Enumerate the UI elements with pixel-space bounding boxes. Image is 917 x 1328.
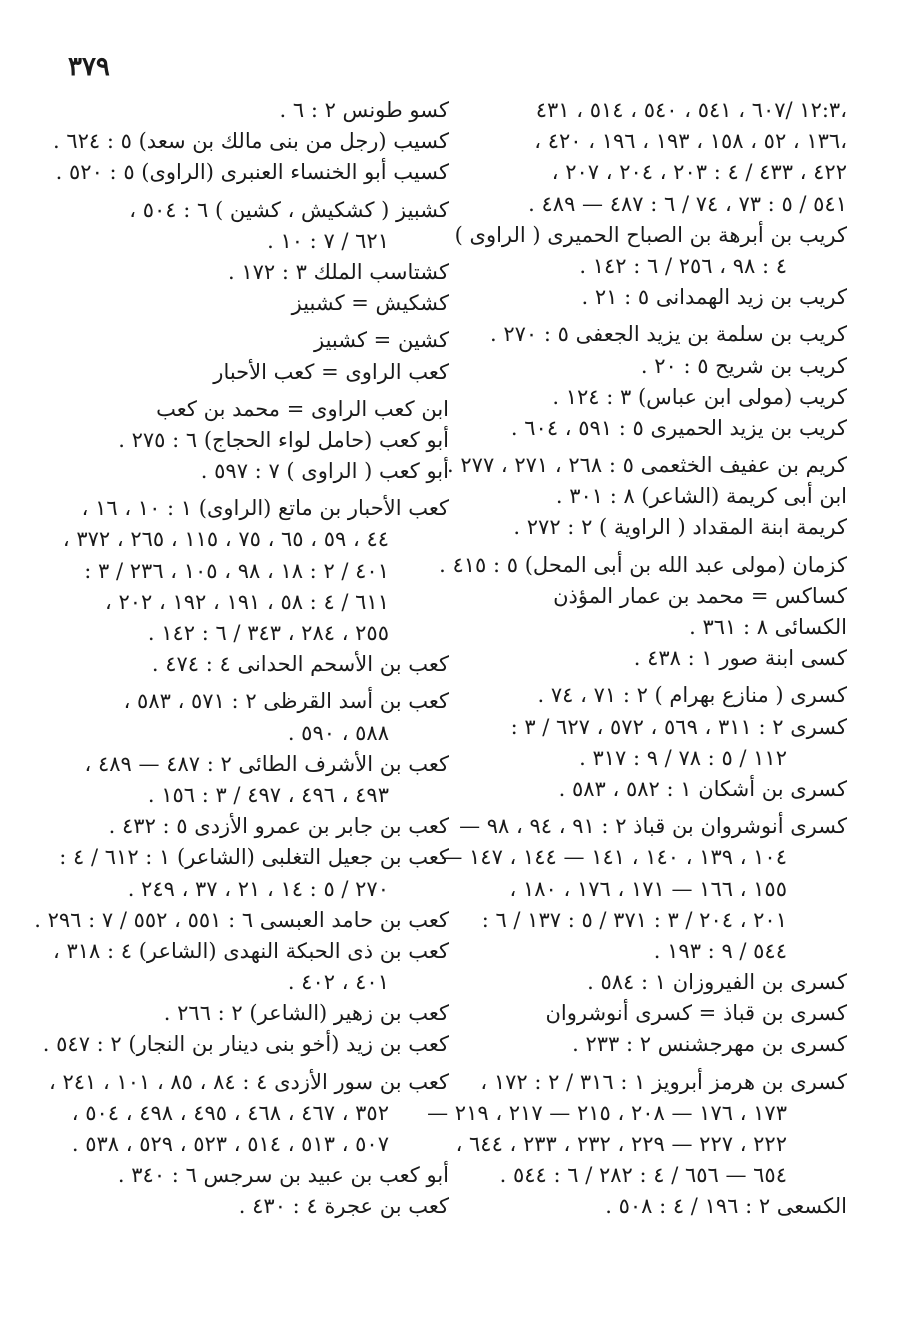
index-entry: ،١٢:٣ /٦٠٧ ، ٥٤١ ، ٥٤٠ ، ٥١٤ ، ٤٣١ bbox=[535, 98, 847, 122]
index-entry: ،١٣٦ ، ٥٢ ، ١٥٨ ، ١٩٣ ، ١٩٦ ، ٤٢٠ ، bbox=[534, 129, 847, 154]
index-entry-continuation: ٣٥٢ ، ٤٦٧ ، ٤٦٨ ، ٤٩٥ ، ٤٩٨ ، ٥٠٤ ، bbox=[71, 1100, 389, 1125]
index-entry-continuation: ١٥٥ ، ١٦٦ — ١٧١ ، ١٧٦ ، ١٨٠ ، bbox=[509, 876, 787, 901]
index-entry: كسرى بن مهرجشنس ٢ : ٢٣٣ . bbox=[572, 1032, 847, 1057]
index-entry: كسرى أنوشروان بن قباذ ٢ : ٩١ ، ٩٤ ، ٩٨ — bbox=[459, 814, 847, 839]
index-entry: كعب بن زيد (أخو بنى دينار بن النجار) ٢ : ٥٤٧ . bbox=[42, 1032, 449, 1057]
index-entry: كعب بن جابر بن عمرو الأزدى ٥ : ٤٣٢ . bbox=[108, 814, 449, 839]
index-entry: كسرى ٢ : ٣١١ ، ٥٦٩ ، ٥٧٢ ، ٦٢٧ / ٣ : bbox=[510, 714, 847, 739]
index-entry-continuation: ١٧٣ ، ١٧٦ — ٢٠٨ ، ٢١٥ — ٢١٧ ، ٢١٩ — bbox=[427, 1100, 787, 1125]
index-entry: كسرى بن الفيروزان ١ : ٥٨٤ . bbox=[587, 970, 847, 995]
index-entry-continuation: ٦١١ / ٤ : ٥٨ ، ١٩١ ، ١٩٢ ، ٢٠٢ ، bbox=[105, 589, 389, 614]
index-column-left bbox=[34, 95, 449, 1223]
index-entry: كريب بن أبرهة بن الصباح الحميرى ( الراوى ) bbox=[454, 222, 847, 247]
index-entry: كسرى بن أشكان ١ : ٥٨٢ ، ٥٨٣ . bbox=[558, 776, 847, 801]
index-entry: كريب بن سلمة بن يزيد الجعفى ٥ : ٢٧٠ . bbox=[490, 322, 847, 347]
index-entry: كريم بن عفيف الخثعمى ٥ : ٢٦٨ ، ٢٧١ ، ٢٧٧ . bbox=[447, 453, 847, 478]
page-number: ٣٧٩ bbox=[68, 52, 110, 82]
index-entry: كريب بن زيد الهمدانى ٥ : ٢١ . bbox=[581, 285, 847, 310]
index-entry: كعب بن زهير (الشاعر) ٢ : ٢٦٦ . bbox=[163, 1001, 449, 1026]
index-entry: كريب (مولى ابن عباس) ٣ : ١٢٤ . bbox=[552, 384, 847, 409]
index-entry: كسيب أبو الخنساء العنبرى (الراوى) ٥ : ٥٢٠ . bbox=[55, 160, 449, 185]
index-column-right bbox=[427, 95, 847, 1223]
index-entry: كعب بن ذى الحبكة النهدى (الشاعر) ٤ : ٣١٨ ، bbox=[53, 938, 449, 963]
index-entry: كريب بن شريح ٥ : ٢٠ . bbox=[640, 353, 847, 378]
index-entry: كعب بن حامد العبسى ٦ : ٥٥١ ، ٥٥٢ / ٧ : ٢٩٦ . bbox=[34, 907, 449, 932]
index-entry: كشتاسب الملك ٣ : ١٧٢ . bbox=[228, 259, 449, 284]
index-entry: كعب بن أسد القرظى ٢ : ٥٧١ ، ٥٨٣ ، bbox=[123, 689, 449, 714]
index-entry: كريب بن يزيد الحميرى ٥ : ٥٩١ ، ٦٠٤ . bbox=[510, 415, 847, 440]
index-entry-continuation: ٢٢٢ ، ٢٢٧ — ٢٢٩ ، ٢٣٢ ، ٢٣٣ ، ٦٤٤ ، bbox=[455, 1132, 787, 1156]
index-entry: ابن كعب الراوى = محمد بن كعب bbox=[156, 396, 449, 421]
index-entry-continuation: ٤٩٣ ، ٤٩٦ ، ٤٩٧ / ٣ : ١٥٦ . bbox=[147, 782, 389, 807]
index-entry: كعب بن الأشرف الطائى ٢ : ٤٨٧ — ٤٨٩ ، bbox=[84, 751, 449, 776]
index-entry-continuation: ٤٠١ / ٢ : ١٨ ، ٩٨ ، ١٠٥ ، ٢٣٦ / ٣ : bbox=[84, 558, 389, 583]
index-entry: كعب الراوى = كعب الأحبار bbox=[213, 359, 449, 384]
index-entry-continuation: ٥٨٨ ، ٥٩٠ . bbox=[287, 720, 389, 745]
index-entry: كريمة ابنة المقداد ( الراوية ) ٢ : ٢٧٢ . bbox=[513, 515, 847, 540]
index-entry-continuation: ٥٠٧ ، ٥١٣ ، ٥١٤ ، ٥٢٣ ، ٥٢٩ ، ٥٣٨ . bbox=[71, 1132, 389, 1156]
index-entry: كعب بن عجرة ٤ : ٤٣٠ . bbox=[238, 1194, 449, 1219]
index-entry-continuation: ٤٤ ، ٥٩ ، ٦٥ ، ٧٥ ، ١١٥ ، ٢٦٥ ، ٣٧٢ ، bbox=[62, 527, 389, 552]
index-entry: كسو طونس ٢ : ٦ . bbox=[279, 98, 449, 122]
index-entry: كسرى بن قباذ = كسرى أنوشروان bbox=[545, 1001, 847, 1026]
index-entry: كعب الأحبار بن ماتع (الراوى) ١ : ١٠ ، ١٦ ، bbox=[81, 496, 449, 521]
index-entry-continuation: ٢٠١ ، ٢٠٤ / ٣ : ٣٧١ / ٥ : ١٣٧ / ٦ : bbox=[481, 907, 787, 932]
index-entry: كسرى بن هرمز أبرويز ١ : ٣١٦ / ٢ : ١٧٢ ، bbox=[480, 1069, 847, 1094]
index-entry: كشكيش = كشبيز bbox=[291, 291, 449, 316]
index-entry: كعب بن جعيل التغلبى (الشاعر) ١ : ٦١٢ / ٤ : bbox=[59, 845, 449, 870]
index-entry: أبو كعب (حامل لواء الحجاج) ٦ : ٢٧٥ . bbox=[118, 427, 449, 452]
index-entry: كسى ابنة صور ١ : ٤٣٨ . bbox=[633, 646, 847, 671]
index-entry-continuation: ٤ : ٩٨ ، ٢٥٦ / ٦ : ١٤٢ . bbox=[579, 253, 787, 278]
index-entry: كساكس = محمد بن عمار المؤذن bbox=[553, 583, 847, 608]
index-entry-continuation: ٦٢١ / ٧ : ١٠ . bbox=[267, 228, 389, 253]
index-entry-continuation: ١١٢ / ٥ : ٧٨ / ٩ : ٣١٧ . bbox=[579, 745, 787, 770]
index-entry-continuation: ٥٤٤ / ٩ : ١٩٣ . bbox=[653, 938, 787, 963]
index-entry: كزمان (مولى عبد الله بن أبى المحل) ٥ : ٤١٥ . bbox=[439, 552, 847, 577]
index-entry: كسرى ( منازع بهرام ) ٢ : ٧١ ، ٧٤ . bbox=[537, 683, 847, 708]
index-entry-continuation: ٤٠١ ، ٤٠٢ . bbox=[287, 970, 389, 995]
index-entry: أبو كعب بن عبيد بن سرجس ٦ : ٣٤٠ . bbox=[117, 1163, 449, 1188]
index-entry-continuation: ٢٧٠ / ٥ : ١٤ ، ٢١ ، ٣٧ ، ٢٤٩ . bbox=[127, 876, 389, 901]
index-entry: ابن أبى كريمة (الشاعر) ٨ : ٣٠١ . bbox=[555, 484, 847, 509]
index-entry: أبو كعب ( الراوى ) ٧ : ٥٩٧ . bbox=[200, 459, 449, 484]
index-entry-continuation: ٦٥٤ — ٦٥٦ / ٤ : ٢٨٢ / ٦ : ٥٤٤ . bbox=[499, 1163, 787, 1188]
index-entry: كعب بن الأسحم الحدانى ٤ : ٤٧٤ . bbox=[151, 652, 449, 677]
index-entry-continuation: ١٠٤ ، ١٣٩ ، ١٤٠ ، ١٤١ — ١٤٤ ، ١٤٧ — bbox=[441, 845, 787, 870]
index-entry-continuation: ٢٥٥ ، ٢٨٤ ، ٣٤٣ / ٦ : ١٤٢ . bbox=[147, 621, 389, 645]
index-entry: ٥٤١ / ٥ : ٧٣ ، ٧٤ / ٦ : ٤٨٧ — ٤٨٩ . bbox=[528, 191, 847, 216]
index-entry: كسيب (رجل من بنى مالك بن سعد) ٥ : ٦٢٤ . bbox=[53, 129, 449, 154]
index-entry: كعب بن سور الأزدى ٤ : ٨٤ ، ٨٥ ، ١٠١ ، ٢٤١ ، bbox=[48, 1069, 449, 1094]
index-entry: ٤٢٢ ، ٤٣٣ / ٤ : ٢٠٣ ، ٢٠٤ ، ٢٠٧ ، bbox=[551, 160, 847, 185]
index-entry: كشبيز ( كشكيش ، كشين ) ٦ : ٥٠٤ ، bbox=[129, 197, 449, 222]
index-entry: الكسعى ٢ : ١٩٦ / ٤ : ٥٠٨ . bbox=[605, 1194, 847, 1219]
index-entry: الكسائى ٨ : ٣٦١ . bbox=[689, 615, 847, 639]
index-entry: كشين = كشبيز bbox=[314, 328, 449, 353]
